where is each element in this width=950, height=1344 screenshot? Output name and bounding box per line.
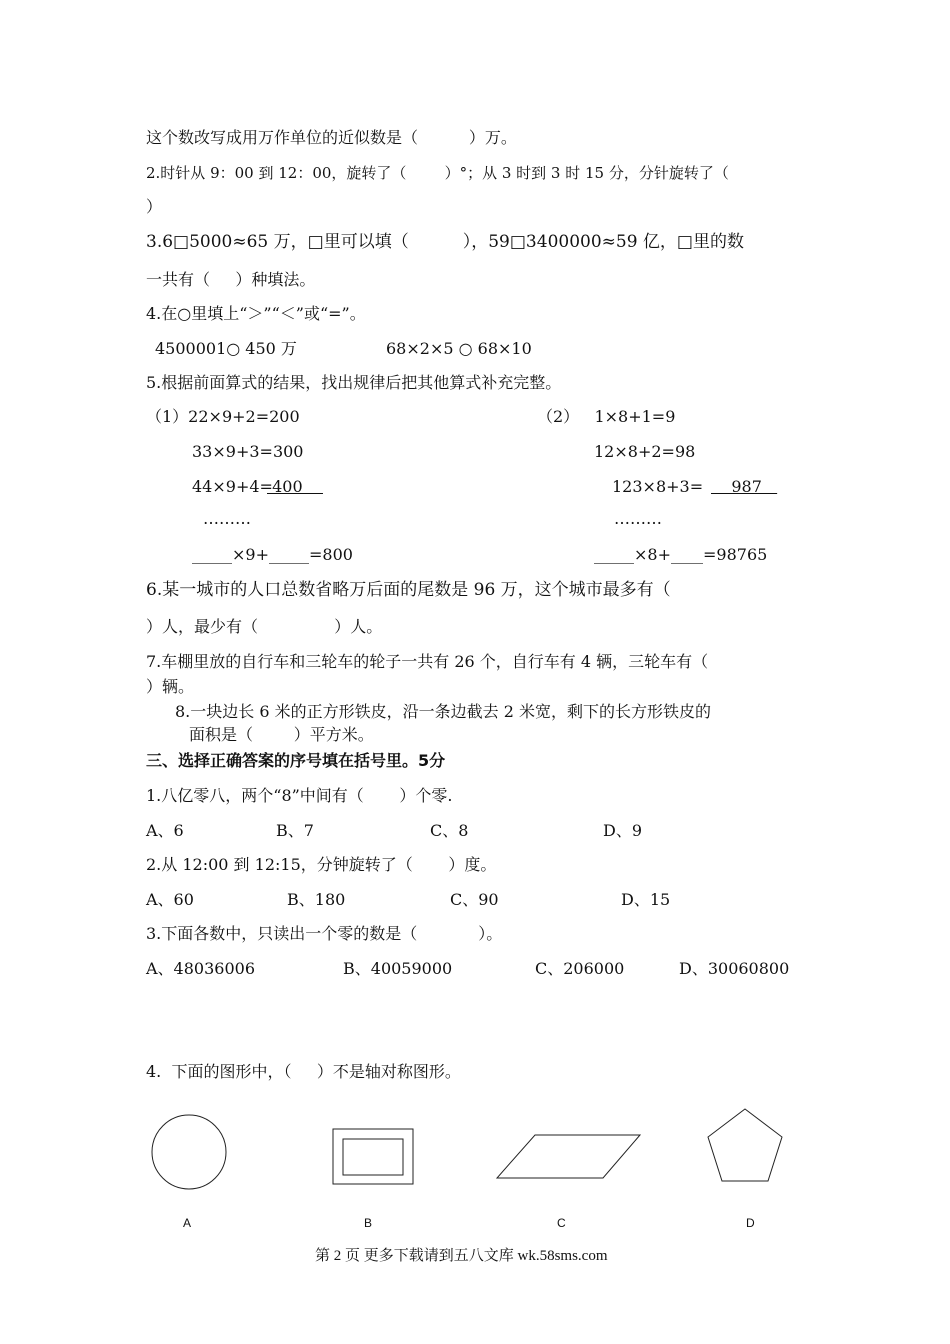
pattern-1-answer: 400 (267, 477, 323, 496)
option-b: B、180 (287, 890, 346, 909)
shape-outer-rectangle (333, 1129, 413, 1184)
shape-label-b: B (364, 1216, 373, 1230)
option-d: D、30060800 (679, 959, 790, 978)
option-b: B、40059000 (343, 959, 453, 978)
text-line: 一共有（ ）种填法。 (146, 270, 316, 289)
question-8: 8.一块边长 6 米的正方形铁皮，沿一条边截去 2 米宽，剩下的长方形铁皮的 (175, 702, 711, 721)
compare-item-1: 4500001○ 450 万 (155, 339, 297, 358)
page-footer: 第 2 页 更多下载请到五八文库 wk.58sms.com (315, 1248, 608, 1264)
option-a: A、6 (146, 821, 184, 840)
shape-label-d: D (746, 1216, 755, 1230)
option-c: C、8 (430, 821, 469, 840)
pattern-2-line-1: （2） 1×8+1=9 (537, 407, 676, 426)
compare-item-2: 68×2×5 ○ 68×10 (386, 339, 532, 358)
text-line: 这个数改写成用万作单位的近似数是（ ）万。 (146, 128, 517, 147)
shape-label-c: C (557, 1216, 566, 1230)
ellipsis: ……… (203, 509, 251, 528)
option-d: D、9 (603, 821, 643, 840)
option-c: C、90 (450, 890, 499, 909)
option-d: D、15 (621, 890, 671, 909)
pattern-1-line-2: 33×9+3=300 (192, 442, 304, 461)
shape-pentagon (708, 1109, 782, 1181)
pattern-1-blank: _____×9+_____=800 (192, 545, 353, 564)
pattern-2-line-2: 12×8+2=98 (594, 442, 696, 461)
pattern-2-blank: _____×8+____=98765 (594, 545, 768, 564)
option-c: C、206000 (535, 959, 625, 978)
shape-label-a: A (183, 1216, 192, 1230)
question-3: 3.6□5000≈65 万，□里可以填（ ），59□3400000≈59 亿，□里的数 (146, 232, 744, 252)
option-a: A、60 (146, 890, 194, 909)
choice-question-4: 4. 下面的图形中，（ ）不是轴对称图形。 (146, 1062, 461, 1081)
question-4: 4.在○里填上“＞”“＜”或“=”。 (146, 304, 366, 323)
choice-question-2: 2.从 12:00 到 12:15，分钟旋转了（ ）度。 (146, 855, 497, 874)
shape-parallelogram (497, 1135, 640, 1178)
text-line: ）人，最少有（ ）人。 (146, 617, 383, 636)
choice-question-1: 1.八亿零八，两个“8”中间有（ ）个零. (146, 786, 453, 805)
pattern-2-answer: 987 (711, 477, 778, 496)
pattern-1-line-1: （1）22×9+2=200 (146, 407, 300, 426)
text-line: ） (146, 197, 163, 216)
option-b: B、7 (276, 821, 314, 840)
shape-circle (152, 1115, 226, 1189)
ellipsis: ……… (614, 509, 662, 528)
shape-inner-rectangle (343, 1139, 403, 1175)
option-a: A、48036006 (146, 959, 255, 978)
question-7: 7.车棚里放的自行车和三轮车的轮子一共有 26 个，自行车有 4 辆，三轮车有（ (146, 652, 709, 671)
choice-question-3: 3.下面各数中，只读出一个零的数是（ ）。 (146, 924, 503, 943)
text-line: ）辆。 (146, 677, 195, 696)
section-heading: 三、选择正确答案的序号填在括号里。5分 (146, 751, 446, 770)
pattern-2-line-3: 123×8+3= (612, 477, 704, 496)
pattern-1-line-3: 44×9+4= (192, 477, 273, 496)
question-6: 6.某一城市的人口总数省略万后面的尾数是 96 万，这个城市最多有（ (146, 580, 671, 600)
question-5: 5.根据前面算式的结果，找出规律后把其他算式补充完整。 (146, 373, 562, 392)
question-2: 2.时针从 9：00 到 12：00，旋转了（ ）°；从 3 时到 3 时 15 分，分针旋转了（ (146, 164, 729, 182)
text-line: 面积是（ ）平方米。 (189, 725, 374, 744)
